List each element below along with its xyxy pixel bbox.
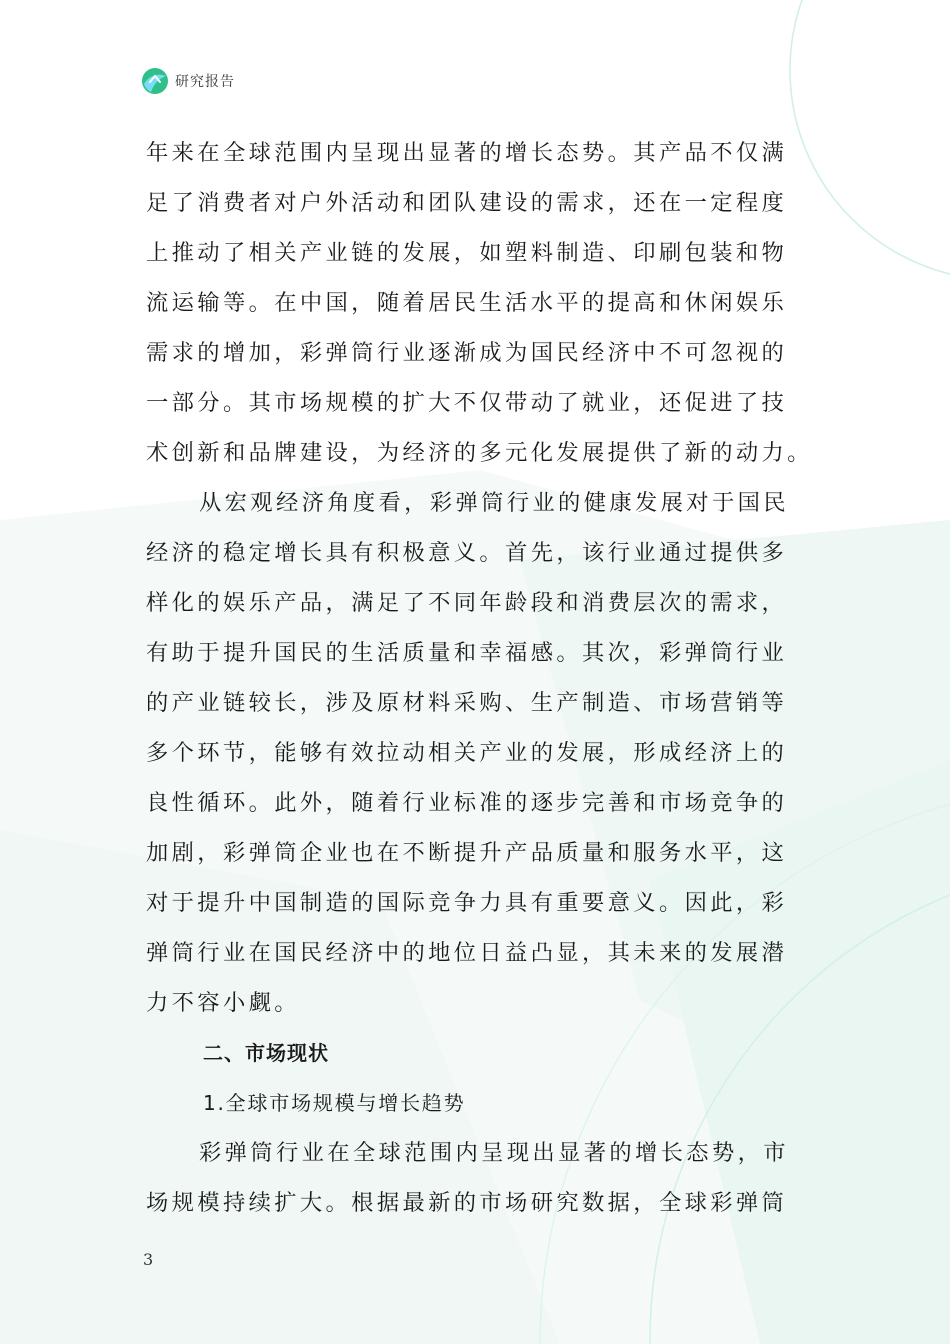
paragraph-line: 从宏观经济角度看，彩弹筒行业的健康发展对于国民 xyxy=(199,490,789,516)
paragraph-line: 有助于提升国民的生活质量和幸福感。其次，彩弹筒行业 xyxy=(146,640,788,666)
paragraph-line: 术创新和品牌建设，为经济的多元化发展提供了新的动力。 xyxy=(146,440,813,466)
paragraph-line: 多个环节，能够有效拉动相关产业的发展，形成经济上的 xyxy=(146,740,788,766)
paragraph-line: 场规模持续扩大。根据最新的市场研究数据，全球彩弹筒 xyxy=(146,1190,788,1216)
paragraph-line: 样化的娱乐产品，满足了不同年龄段和消费层次的需求， xyxy=(146,590,788,616)
paragraph-line: 的产业链较长，涉及原材料采购、生产制造、市场营销等 xyxy=(146,690,788,716)
paragraph-line: 加剧，彩弹筒企业也在不断提升产品质量和服务水平，这 xyxy=(146,840,788,866)
paragraph-line: 对于提升中国制造的国际竞争力具有重要意义。因此，彩 xyxy=(146,890,788,916)
paragraph-line: 良性循环。此外，随着行业标准的逐步完善和市场竞争的 xyxy=(146,790,788,816)
section-heading: 二、市场现状 xyxy=(203,1041,329,1065)
report-logo-icon xyxy=(141,67,169,95)
paragraph-line: 力不容小觑。 xyxy=(146,990,300,1016)
paragraph-line: 年来在全球范围内呈现出显著的增长态势。其产品不仅满 xyxy=(146,140,788,166)
paragraph-line: 流运输等。在中国，随着居民生活水平的提高和休闲娱乐 xyxy=(146,290,788,316)
page-number: 3 xyxy=(143,1250,154,1269)
paragraph-line: 彩弹筒行业在全球范围内呈现出显著的增长态势，市 xyxy=(199,1140,789,1166)
subsection-heading: 1.全球市场规模与增长趋势 xyxy=(203,1091,466,1115)
paragraph-line: 一部分。其市场规模的扩大不仅带动了就业，还促进了技 xyxy=(146,390,788,416)
paragraph-line: 上推动了相关产业链的发展，如塑料制造、印刷包装和物 xyxy=(146,240,788,266)
paragraph-2 xyxy=(146,478,806,1028)
paragraph-line: 需求的增加，彩弹筒行业逐渐成为国民经济中不可忽视的 xyxy=(146,340,788,366)
paragraph-line: 弹筒行业在国民经济中的地位日益凸显，其未来的发展潜 xyxy=(146,940,788,966)
paragraph-3 xyxy=(146,1128,806,1228)
paragraph-line: 足了消费者对户外活动和团队建设的需求，还在一定程度 xyxy=(146,190,788,216)
report-header xyxy=(141,66,235,96)
paragraph-line: 经济的稳定增长具有积极意义。首先，该行业通过提供多 xyxy=(146,540,788,566)
paragraph-1 xyxy=(146,128,813,478)
document-body xyxy=(146,128,813,1228)
header-title: 研究报告 xyxy=(175,74,235,90)
